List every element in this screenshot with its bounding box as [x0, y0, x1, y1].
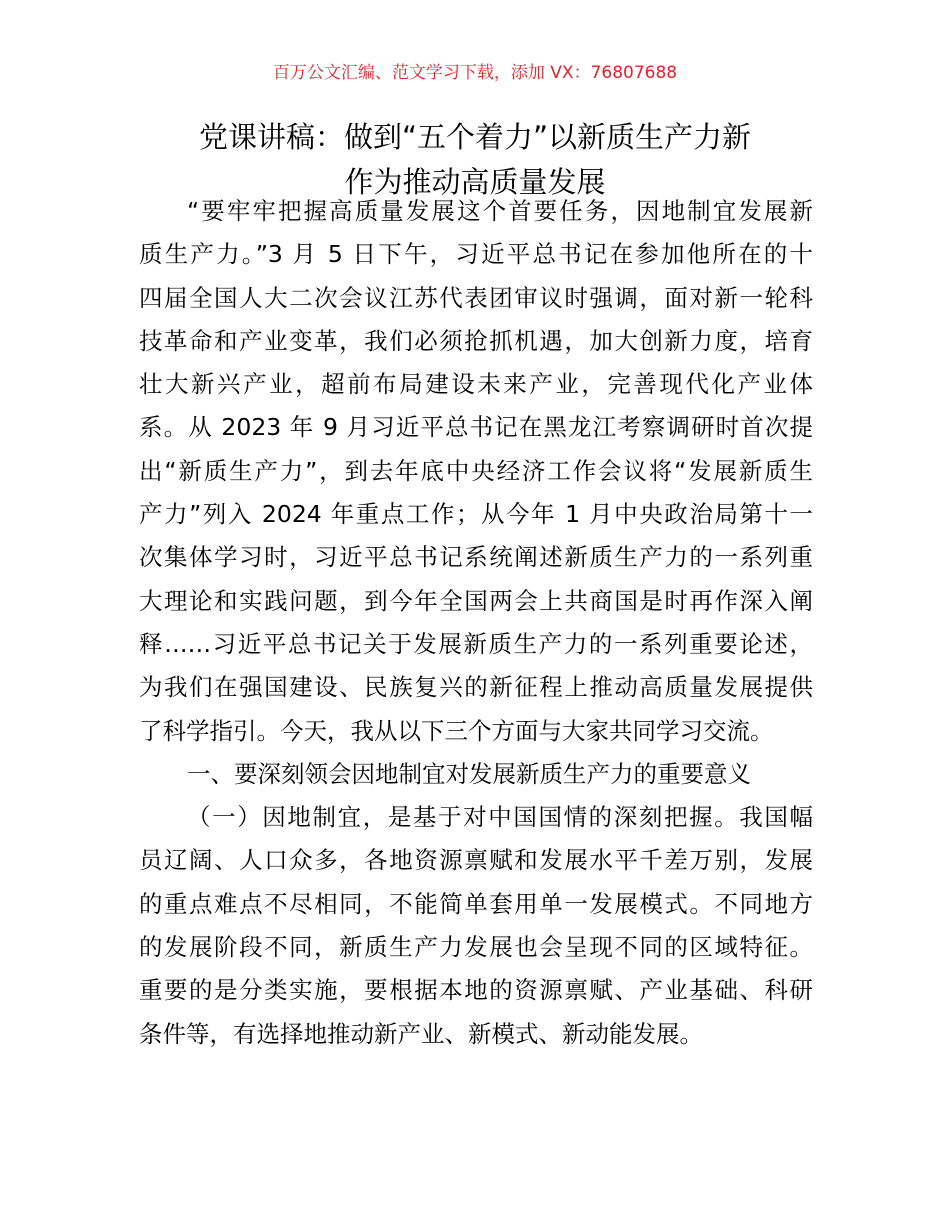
- text-line: 条件等，有选择地推动新产业、新模式、新动能发展。: [139, 1019, 703, 1048]
- text-line: 的发展阶段不同，新质生产力发展也会呈现不同的区域特征。: [139, 933, 813, 962]
- text-line: 释……习近平总书记关于发展新质生产力的一系列重要论述，: [139, 629, 813, 658]
- text-line: 系。从 2023 年 9 月习近平总书记在黑龙江考察调研时首次提: [139, 413, 813, 442]
- paragraph: [139, 190, 813, 753]
- document-body: [139, 190, 813, 1056]
- text-line: 技革命和产业变革，我们必须抢抓机遇，加大创新力度，培育: [139, 326, 813, 355]
- text-line: 员辽阔、人口众多，各地资源禀赋和发展水平千差万别，发展: [139, 846, 813, 875]
- text-line: 大理论和实践问题，到今年全国两会上共商国是时再作深入阐: [139, 586, 813, 615]
- watermark-header: 百万公文汇编、范文学习下载，添加 VX：76807688: [272, 63, 678, 83]
- text-line: 了科学指引。今天，我从以下三个方面与大家共同学习交流。: [139, 716, 774, 745]
- text-line: 的重点难点不尽相同，不能简单套用单一发展模式。不同地方: [139, 889, 813, 918]
- text-line: 壮大新兴产业，超前布局建设未来产业，完善现代化产业体: [139, 370, 813, 399]
- text-line: 一、要深刻领会因地制宜对发展新质生产力的重要意义: [187, 759, 751, 788]
- paragraph: [139, 796, 813, 1056]
- text-line: 次集体学习时，习近平总书记系统阐述新质生产力的一系列重: [139, 543, 813, 572]
- text-line: （一）因地制宜，是基于对中国国情的深刻把握。我国幅: [187, 803, 813, 832]
- document-title-line-1: 党课讲稿：做到“五个着力”以新质生产力新: [198, 120, 752, 154]
- text-line: 重要的是分类实施，要根据本地的资源禀赋、产业基础、科研: [139, 976, 813, 1005]
- text-line: 质生产力。”3 月 5 日下午，习近平总书记在参加他所在的十: [139, 240, 813, 269]
- text-line: “要牢牢把握高质量发展这个首要任务，因地制宜发展新: [187, 197, 813, 225]
- document-title-line-2: 作为推动高质量发展: [344, 165, 606, 199]
- text-line: 为我们在强国建设、民族复兴的新征程上推动高质量发展提供: [139, 673, 813, 702]
- text-line: 产力”列入 2024 年重点工作；从今年 1 月中央政治局第十一: [139, 500, 813, 529]
- section-heading: [139, 753, 813, 796]
- text-line: 四届全国人大二次会议江苏代表团审议时强调，面对新一轮科: [139, 283, 813, 312]
- text-line: 出“新质生产力”，到去年底中央经济工作会议将“发展新质生: [139, 456, 813, 485]
